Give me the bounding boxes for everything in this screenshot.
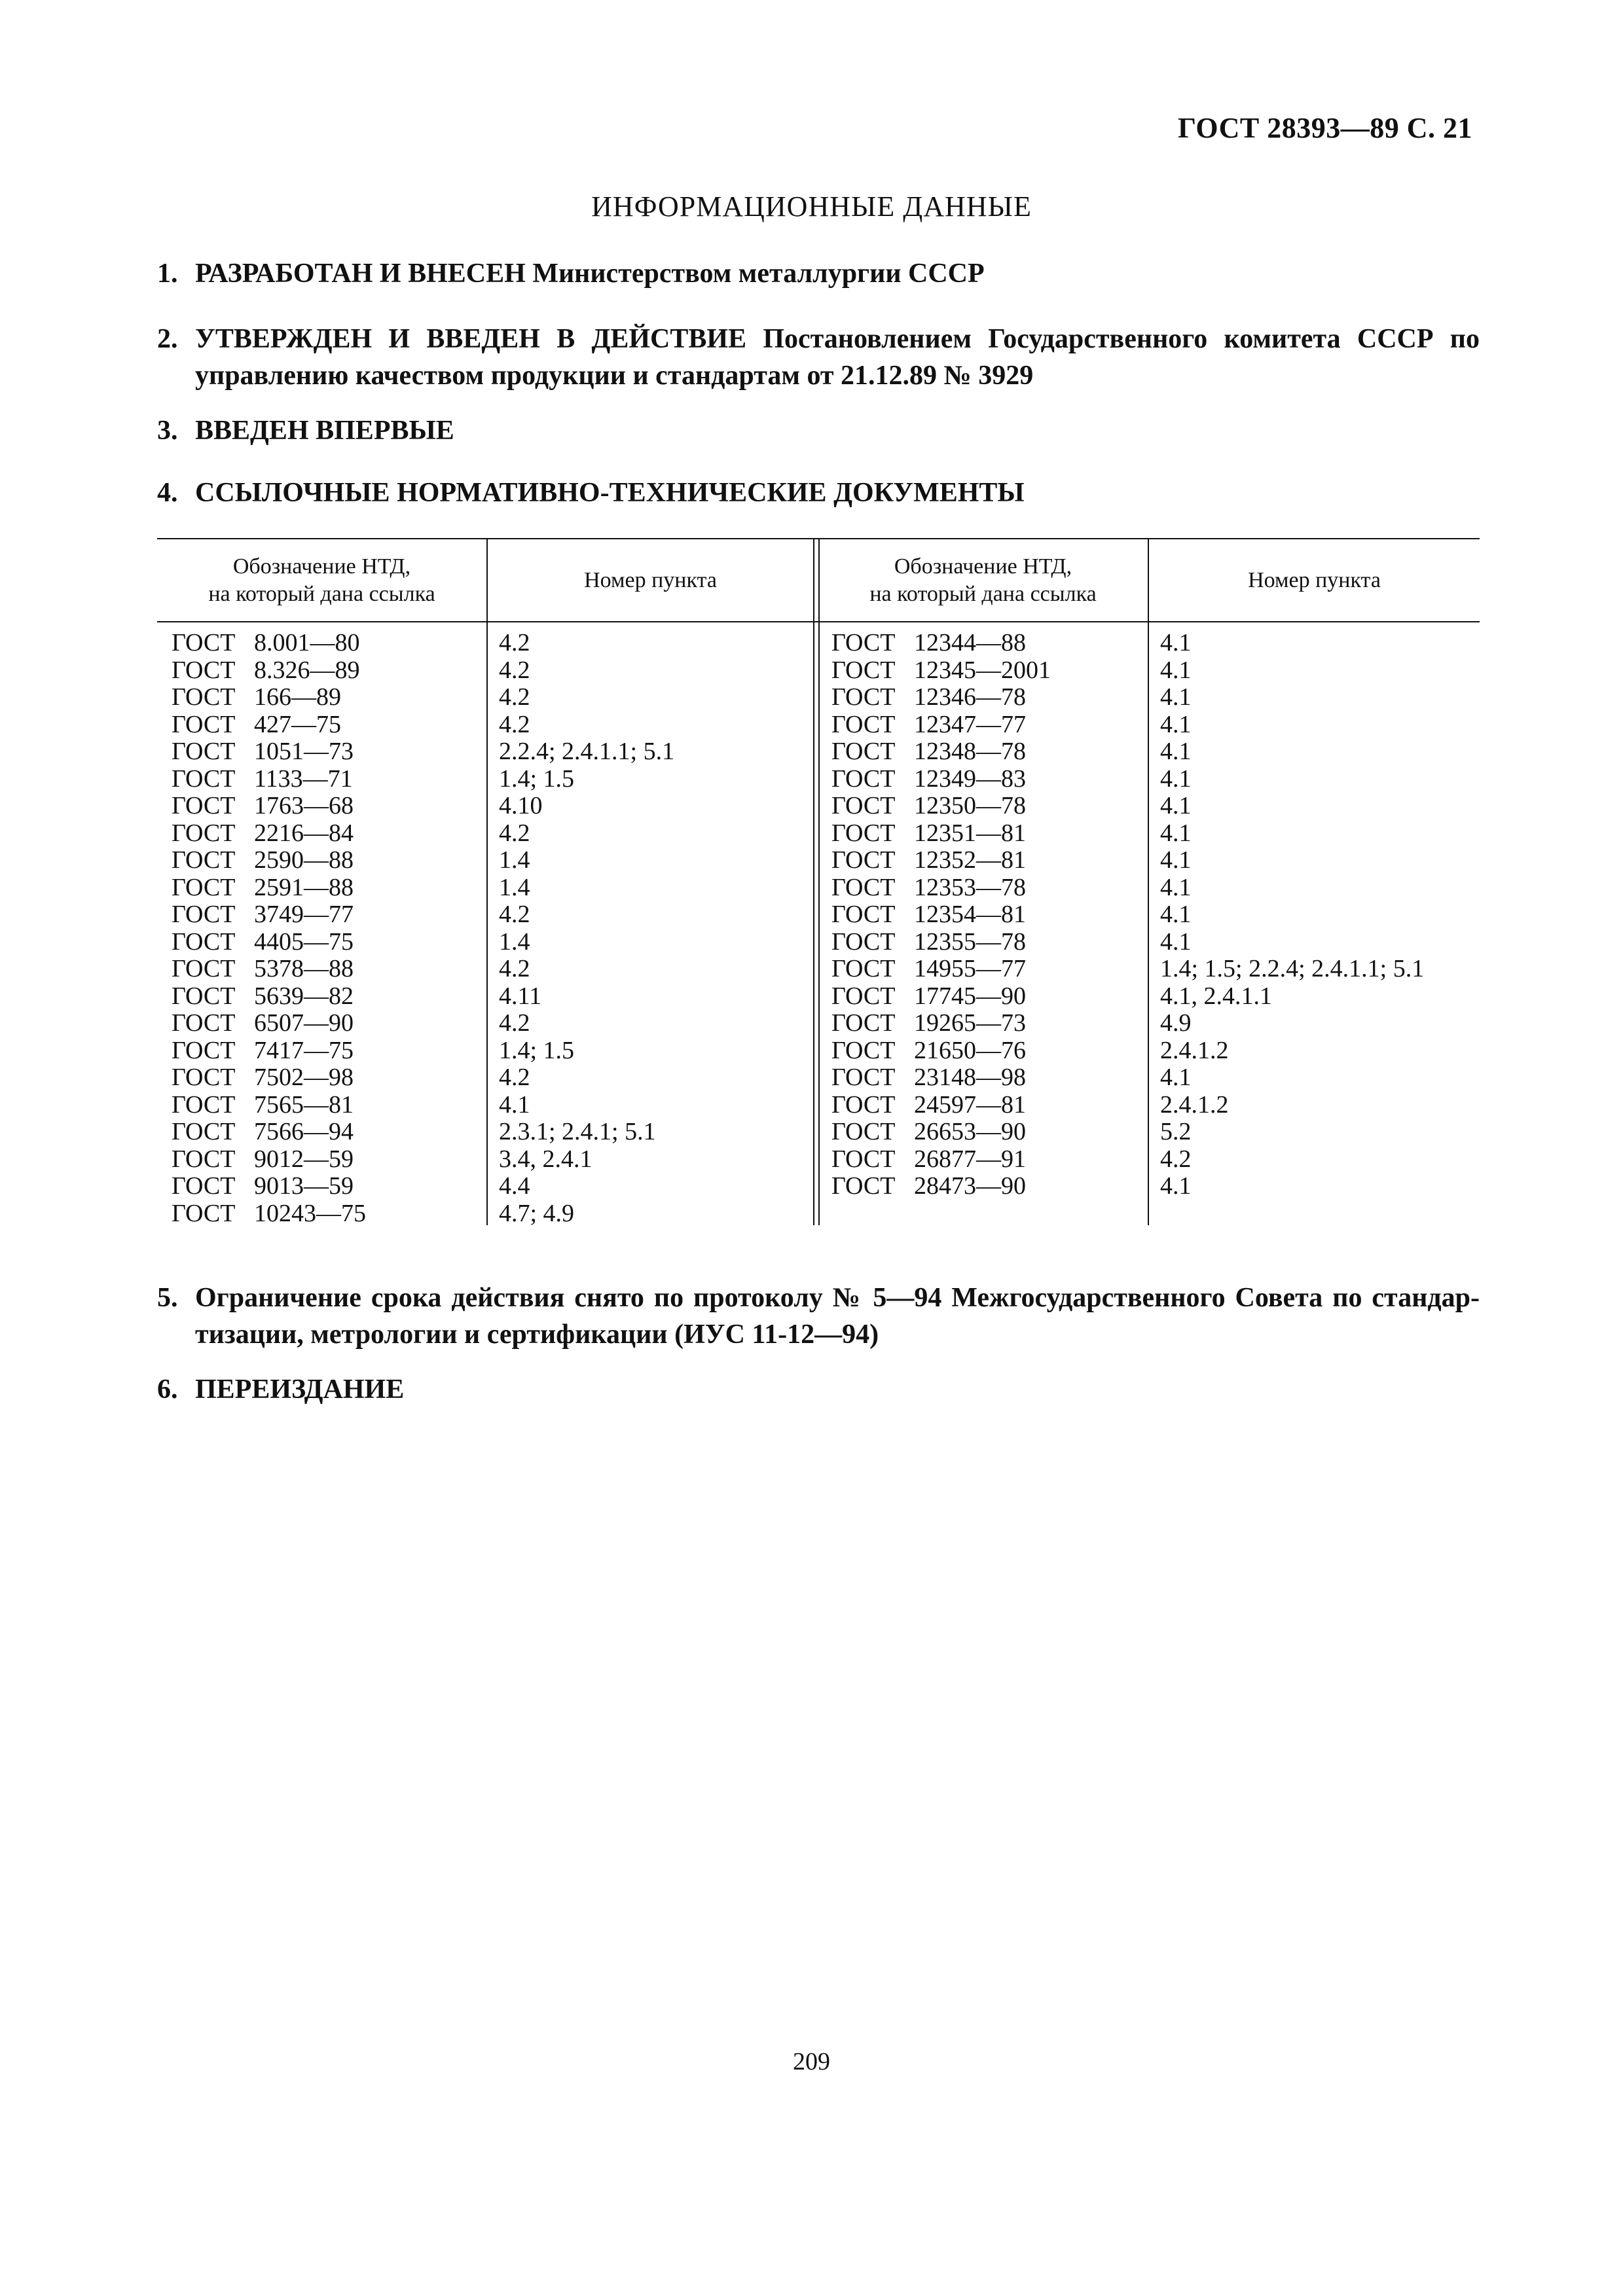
section-3-text: ВВЕДЕН ВПЕРВЫЕ (195, 416, 454, 446)
table-header-designation-left (157, 546, 486, 615)
designation-prefix: ГОСТ (831, 927, 896, 956)
table-cell-designation (831, 793, 1139, 820)
section-2-line-2: управлению качеством продукции и стандартам от 21.12.89 № 3929 (195, 361, 1034, 391)
header-clause: Номер пункта (584, 567, 717, 592)
table-cell-designation (172, 929, 479, 956)
designation-prefix: ГОСТ (831, 901, 896, 928)
designation-prefix: ГОСТ (831, 683, 896, 711)
designation-code: 24597—81 (914, 1090, 1026, 1119)
column-divider (486, 539, 488, 1225)
designation-code: 12352—81 (914, 846, 1026, 874)
designation-code: 12350—78 (914, 792, 1026, 819)
designation-prefix: ГОСТ (831, 982, 896, 1010)
designation-code: 10243—75 (254, 1199, 366, 1227)
designation-code: 9013—59 (254, 1172, 354, 1200)
table-cell-designation (172, 1200, 479, 1228)
designation-code: 6507—90 (254, 1009, 354, 1037)
table-cell-clause: 3.4, 2.4.1 (499, 1145, 593, 1173)
designation-prefix: ГОСТ (831, 1090, 896, 1119)
table-cell-clause: 2.2.4; 2.4.1.1; 5.1 (499, 738, 675, 765)
table-cell-designation (172, 684, 479, 711)
designation-prefix: ГОСТ (172, 927, 236, 956)
designation-prefix: ГОСТ (172, 683, 236, 711)
right-designation-column (831, 630, 1139, 1200)
section-6 (157, 1371, 1480, 1408)
designation-code: 2591—88 (254, 873, 354, 901)
designation-prefix: ГОСТ (831, 656, 896, 684)
designation-code: 8.001—80 (254, 629, 360, 656)
table-cell-clause: 2.4.1.2 (1160, 1090, 1229, 1119)
table-cell-clause: 4.1 (1160, 738, 1192, 765)
table-cell-designation (172, 1064, 479, 1092)
header-clause: Номер пункта (1248, 567, 1381, 592)
designation-code: 28473—90 (914, 1172, 1026, 1200)
table-cell-designation (831, 1010, 1139, 1037)
designation-prefix: ГОСТ (831, 710, 896, 738)
designation-prefix: ГОСТ (172, 792, 236, 819)
section-number: 4. (157, 478, 178, 508)
designation-prefix: ГОСТ (172, 1064, 236, 1091)
designation-prefix: ГОСТ (172, 1145, 236, 1173)
table-cell-designation (831, 820, 1139, 848)
table-cell-designation (172, 657, 479, 685)
designation-code: 26653—90 (914, 1118, 1026, 1145)
section-3 (157, 412, 1480, 449)
designation-prefix: ГОСТ (172, 710, 236, 738)
section-1 (157, 255, 1480, 292)
table-cell-clause: 4.1 (1160, 927, 1192, 956)
section-number: 2. (157, 324, 178, 354)
designation-code: 12355—78 (914, 927, 1026, 956)
page-title: ИНФОРМАЦИОННЫЕ ДАННЫЕ (591, 190, 1032, 223)
designation-code: 21650—76 (914, 1036, 1026, 1064)
table-cell-designation (172, 766, 479, 793)
table-cell-clause: 4.11 (499, 982, 542, 1010)
table-cell-clause: 4.2 (499, 710, 530, 738)
table-cell-designation (831, 874, 1139, 902)
designation-prefix: ГОСТ (172, 1118, 236, 1145)
table-cell-clause: 4.1 (1160, 710, 1192, 738)
section-1-heading: РАЗРАБОТАН И ВНЕСЕН (195, 259, 526, 289)
table-cell-designation (172, 847, 479, 874)
left-designation-column (172, 630, 479, 1227)
designation-prefix: ГОСТ (831, 629, 896, 656)
designation-prefix: ГОСТ (172, 901, 236, 928)
table-cell-designation (172, 711, 479, 739)
table-cell-designation (172, 793, 479, 820)
header-designation-line2: на который дана ссылка (869, 581, 1097, 606)
table-cell-clause: 4.2 (499, 629, 530, 656)
designation-code: 17745—90 (914, 982, 1026, 1010)
table-cell-designation (831, 1173, 1139, 1200)
designation-code: 1051—73 (254, 738, 354, 765)
table-cell-designation (831, 1064, 1139, 1092)
designation-prefix: ГОСТ (172, 873, 236, 901)
table-cell-designation (172, 820, 479, 848)
table-cell-clause: 4.1 (1160, 792, 1192, 819)
table-cell-clause: 4.2 (499, 1064, 530, 1091)
designation-prefix: ГОСТ (831, 1172, 896, 1200)
table-cell-clause: 4.10 (499, 792, 543, 819)
table-cell-clause: 4.1 (1160, 901, 1192, 928)
right-clause-column (1160, 630, 1474, 1200)
section-2 (157, 321, 1480, 394)
table-cell-clause: 1.4; 1.5 (499, 1036, 575, 1064)
table-cell-designation (831, 847, 1139, 874)
table-cell-clause: 4.2 (499, 955, 530, 982)
header-designation-line1: Обозначение НТД, (894, 554, 1072, 579)
designation-code: 5378—88 (254, 955, 354, 982)
table-cell-designation (172, 956, 479, 983)
table-cell-clause: 4.2 (499, 1009, 530, 1037)
section-number: 3. (157, 416, 178, 446)
section-5-line-2: тизации, метрологии и сертификации (ИУС 11-12—94) (195, 1319, 879, 1350)
table-cell-clause: 4.2 (499, 901, 530, 928)
table-cell-designation (172, 1173, 479, 1200)
designation-code: 12353—78 (914, 873, 1026, 901)
designation-code: 12346—78 (914, 683, 1026, 711)
designation-prefix: ГОСТ (831, 1064, 896, 1091)
header-designation-line1: Обозначение НТД, (232, 554, 411, 579)
designation-prefix: ГОСТ (172, 738, 236, 765)
designation-code: 12348—78 (914, 738, 1026, 765)
section-4 (157, 475, 1480, 511)
designation-prefix: ГОСТ (172, 1090, 236, 1119)
designation-code: 7417—75 (254, 1036, 354, 1064)
designation-code: 12349—83 (914, 764, 1026, 793)
left-clause-column (499, 630, 807, 1227)
designation-prefix: ГОСТ (172, 1172, 236, 1200)
table-cell-clause: 4.4 (499, 1172, 530, 1200)
designation-prefix: ГОСТ (172, 1009, 236, 1037)
designation-code: 14955—77 (914, 955, 1026, 982)
table-cell-clause: 4.1 (1160, 629, 1192, 656)
designation-code: 1763—68 (254, 792, 354, 819)
page-number: 209 (793, 2048, 830, 2075)
designation-code: 7565—81 (254, 1090, 354, 1119)
designation-code: 4405—75 (254, 927, 354, 956)
designation-prefix: ГОСТ (172, 982, 236, 1010)
designation-prefix: ГОСТ (172, 819, 236, 847)
section-number: 5. (157, 1283, 178, 1313)
designation-code: 12347—77 (914, 710, 1026, 738)
column-divider-double (813, 539, 820, 1225)
designation-code: 1133—71 (254, 764, 353, 793)
table-cell-clause: 4.1 (1160, 873, 1192, 901)
designation-code: 7566—94 (254, 1118, 354, 1145)
table-cell-clause: 4.2 (499, 656, 530, 684)
table-cell-clause: 4.7; 4.9 (499, 1199, 575, 1227)
table-cell-designation (172, 1119, 479, 1146)
document-reference: ГОСТ 28393—89 С. 21 (1177, 112, 1472, 144)
table-cell-designation (172, 1146, 479, 1174)
table-cell-designation (172, 630, 479, 657)
table-cell-clause: 1.4 (499, 873, 530, 901)
designation-prefix: ГОСТ (831, 1145, 896, 1173)
designation-code: 166—89 (254, 683, 341, 711)
table-cell-clause: 4.1 (1160, 764, 1192, 793)
section-number: 6. (157, 1374, 178, 1405)
table-cell-clause: 4.1 (1160, 846, 1192, 874)
table-cell-clause: 4.1 (1160, 683, 1192, 711)
designation-prefix: ГОСТ (172, 764, 236, 793)
section-1-text: Министерством металлургии СССР (525, 259, 985, 289)
designation-code: 427—75 (254, 710, 341, 738)
designation-prefix: ГОСТ (172, 1199, 236, 1227)
table-cell-clause: 2.3.1; 2.4.1; 5.1 (499, 1118, 656, 1145)
table-cell-designation (172, 983, 479, 1011)
table-cell-clause: 4.9 (1160, 1009, 1192, 1037)
table-cell-clause: 1.4; 1.5; 2.2.4; 2.4.1.1; 5.1 (1160, 955, 1425, 982)
designation-code: 2590—88 (254, 846, 354, 874)
table-cell-clause: 4.1 (1160, 1064, 1192, 1091)
table-cell-clause: 4.1 (1160, 656, 1192, 684)
table-cell-clause: 1.4 (499, 927, 530, 956)
designation-prefix: ГОСТ (831, 955, 896, 982)
table-cell-designation (172, 1037, 479, 1065)
designation-code: 12351—81 (914, 819, 1026, 847)
table-cell-clause: 4.1 (499, 1090, 530, 1119)
table-cell-designation (831, 657, 1139, 685)
table-cell-designation (172, 901, 479, 929)
table-cell-designation (831, 1146, 1139, 1174)
designation-prefix: ГОСТ (831, 846, 896, 874)
table-cell-designation (831, 956, 1139, 983)
section-6-text: ПЕРЕИЗДАНИЕ (195, 1374, 405, 1405)
section-4-text: ССЫЛОЧНЫЕ НОРМАТИВНО-ТЕХНИЧЕСКИЕ ДОКУМЕНТЫ (195, 478, 1025, 508)
table-cell-clause: 5.2 (1160, 1118, 1192, 1145)
designation-code: 23148—98 (914, 1064, 1026, 1091)
table-cell-designation (831, 1119, 1139, 1146)
designation-code: 8.326—89 (254, 656, 360, 684)
table-cell-clause: 4.2 (499, 683, 530, 711)
table-header-clause-right (1149, 546, 1480, 615)
designation-code: 26877—91 (914, 1145, 1026, 1173)
table-cell-clause: 4.1, 2.4.1.1 (1160, 982, 1272, 1010)
designation-code: 2216—84 (254, 819, 354, 847)
designation-prefix: ГОСТ (831, 1036, 896, 1064)
designation-code: 5639—82 (254, 982, 354, 1010)
designation-prefix: ГОСТ (172, 955, 236, 982)
section-number: 1. (157, 259, 178, 289)
designation-code: 7502—98 (254, 1064, 354, 1091)
designation-code: 3749—77 (254, 901, 354, 928)
table-cell-designation (831, 630, 1139, 657)
designation-prefix: ГОСТ (831, 738, 896, 765)
section-5-line-1: Ограничение срока действия снято по протоколу № 5—94 Межгосударственного Совета по стандар- (195, 1283, 1480, 1313)
table-cell-clause: 1.4 (499, 846, 530, 874)
table-cell-designation (172, 874, 479, 902)
table-cell-clause: 4.2 (1160, 1145, 1192, 1173)
designation-prefix: ГОСТ (831, 1009, 896, 1037)
designation-prefix: ГОСТ (831, 819, 896, 847)
section-2-line-1: УТВЕРЖДЕН И ВВЕДЕН В ДЕЙСТВИЕ Постановлением Государственного комитета СССР по (195, 324, 1480, 354)
table-cell-designation (172, 1092, 479, 1119)
table-cell-designation (831, 901, 1139, 929)
table-cell-clause: 1.4; 1.5 (499, 764, 575, 793)
table-cell-clause: 4.1 (1160, 819, 1192, 847)
table-cell-designation (831, 684, 1139, 711)
table-cell-designation (831, 766, 1139, 793)
designation-prefix: ГОСТ (172, 656, 236, 684)
table-cell-designation (831, 983, 1139, 1011)
designation-prefix: ГОСТ (831, 1118, 896, 1145)
table-cell-clause: 4.1 (1160, 1172, 1192, 1200)
designation-code: 12344—88 (914, 629, 1026, 656)
column-divider (1148, 539, 1149, 1225)
table-header-clause-left (488, 546, 813, 615)
designation-code: 9012—59 (254, 1145, 354, 1173)
table-cell-designation (172, 738, 479, 766)
table-cell-clause: 2.4.1.2 (1160, 1036, 1229, 1064)
table-cell-designation (172, 1010, 479, 1037)
designation-prefix: ГОСТ (831, 792, 896, 819)
designation-prefix: ГОСТ (831, 873, 896, 901)
table-cell-clause: 4.2 (499, 819, 530, 847)
designation-prefix: ГОСТ (172, 846, 236, 874)
header-designation-line2: на который дана ссылка (208, 581, 435, 606)
table-cell-designation (831, 1037, 1139, 1065)
references-table (157, 538, 1480, 1225)
table-cell-designation (831, 711, 1139, 739)
section-5 (157, 1280, 1480, 1353)
table-cell-designation (831, 1092, 1139, 1119)
designation-code: 19265—73 (914, 1009, 1026, 1037)
designation-prefix: ГОСТ (831, 764, 896, 793)
designation-prefix: ГОСТ (172, 1036, 236, 1064)
table-cell-designation (831, 929, 1139, 956)
table-header-designation-right (818, 546, 1148, 615)
designation-code: 12354—81 (914, 901, 1026, 928)
table-cell-designation (831, 738, 1139, 766)
designation-code: 12345—2001 (914, 656, 1051, 684)
designation-prefix: ГОСТ (172, 629, 236, 656)
